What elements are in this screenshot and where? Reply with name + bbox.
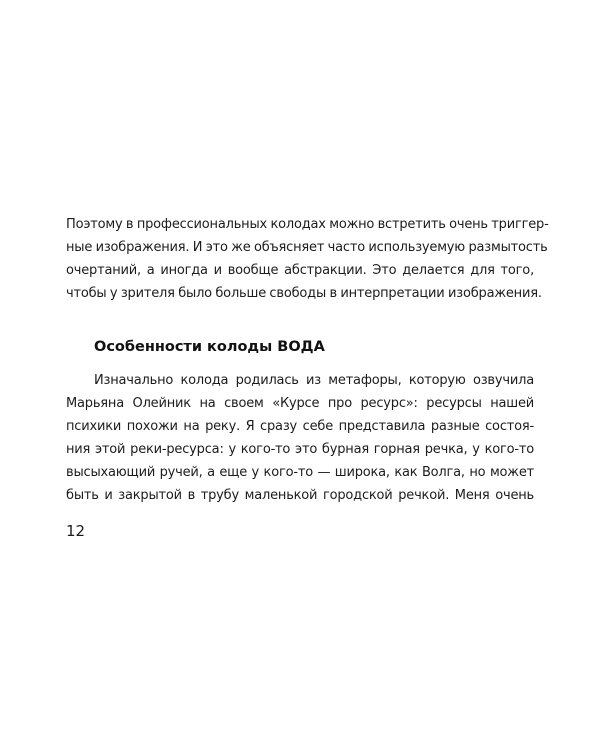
paragraph-1-line-3: очертаний, а иногда и вообще абстракции. Это делается для того, — [66, 263, 534, 278]
page-number: 12 — [66, 522, 86, 540]
paragraph-2-line-4: ния этой реки-ресурса: у кого-то это бурная горная речка, у кого-то — [66, 442, 534, 457]
section-heading: Особенности колоды ВОДА — [94, 339, 325, 355]
paragraph-1-line-1: Поэтому в профессиональных колодах можно встретить очень триггер- — [66, 217, 549, 232]
paragraph-2-line-3: психики похожи на реку. Я сразу себе представила разные состоя- — [66, 419, 534, 434]
paragraph-2-line-2: Марьяна Олейник на своем «Курсе про ресурс»: ресурсы нашей — [66, 396, 534, 411]
paragraph-1-line-2: ные изображения. И это же объясняет часто используемую размытость — [66, 240, 548, 255]
paragraph-1-line-4: чтобы у зрителя было больше свободы в интерпретации изображения. — [66, 286, 542, 301]
paragraph-2-line-5: высыхающий ручей, а еще у кого-то — широка, как Волга, но может — [66, 465, 534, 480]
paragraph-2-line-6: быть и закрытой в трубу маленькой городской речкой. Меня очень — [66, 488, 534, 503]
paragraph-2-line-1: Изначально колода родилась из метафоры, которую озвучила — [94, 373, 534, 388]
